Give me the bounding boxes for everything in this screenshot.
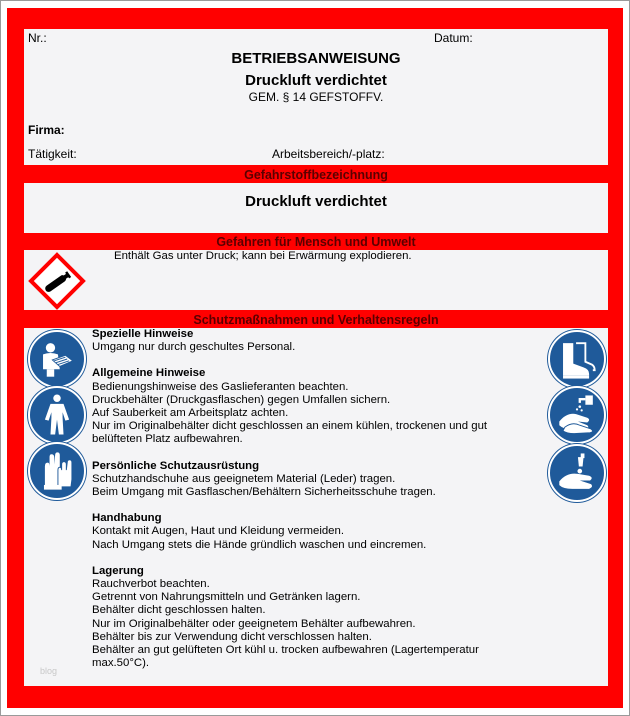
read-instructions-icon [28,330,86,388]
block-heading: Handhabung [92,512,162,525]
section-title-gefahren: Gefahren für Mensch und Umwelt [216,235,416,249]
block-line: Nur im Originalbehälter dicht geschlossen an einem kühlen, trockenen und gut [92,420,488,433]
watermark: blog [40,666,58,676]
section-title-gefahrstoff: Gefahrstoffbezeichnung [244,168,388,182]
block-line: Schutzhandschuhe aus geeignetem Material (Leder) tragen. [92,472,396,485]
block-line: Behälter an gut gelüfteten Ort kühl u. trocken aufbewahren (Lagertemperatur [92,644,479,657]
block-line: Umgang nur durch geschultes Personal. [92,341,296,354]
block-line: Behälter bis zur Verwendung dicht verschlossen halten. [92,630,372,643]
block-heading: Lagerung [92,564,144,577]
regulation-line: GEM. § 14 GEFSTOFFV. [248,90,384,104]
protective-gloves-icon [28,442,86,500]
block-line: Bedienungshinweise des Gaslieferanten beachten. [92,380,349,393]
substance-name: Druckluft verdichtet [245,193,387,210]
block-persoenliche-schutzausruestung [92,460,532,500]
block-line: Auf Sauberkeit am Arbeitsplatz achten. [92,407,289,420]
block-spezielle-hinweise [92,328,532,354]
block-line: Getrennt von Nahrungsmitteln und Getränken lagern. [92,591,361,604]
block-heading: Spezielle Hinweise [92,328,194,340]
gefahren-panel [24,250,608,310]
nr-label: Nr.: [28,31,47,45]
hand-cream-icon [548,444,606,502]
block-line: Kontakt mit Augen, Haut und Kleidung vermeiden. [92,525,345,538]
datum-label: Datum: [434,31,473,45]
header-panel [24,29,608,165]
hazard-statement: Enthält Gas unter Druck; kann bei Erwärmung explodieren. [114,250,412,262]
document-subject: Druckluft verdichtet [245,72,387,89]
schutz-panel [24,328,608,686]
protective-suit-icon [28,386,86,444]
firma-label: Firma: [28,123,65,137]
block-line: Beim Umgang mit Gasflaschen/Behältern Sicherheitsschuhe tragen. [92,486,436,499]
block-line: belüfteten Platz aufbewahren. [92,433,243,446]
block-line: Nur im Originalbehälter oder geeignetem Behälter aufbewahren. [92,617,416,630]
block-handhabung [92,512,532,552]
block-line: Rauchverbot beachten. [92,578,210,591]
block-line: Druckbehälter (Druckgasflaschen) gegen Umfallen sichern. [92,393,391,406]
block-heading: Persönliche Schutzausrüstung [92,459,260,472]
gas-cylinder-ghs04-icon [28,252,86,310]
section-title-schutz: Schutzmaßnahmen und Verhaltensregeln [193,313,439,327]
schutz-text [92,328,532,670]
safety-boots-icon [548,330,606,388]
block-lagerung [92,565,532,671]
block-allgemeine-hinweise [92,367,532,446]
block-line: max.50°C). [92,657,150,670]
arbeitsbereich-label: Arbeitsbereich/-platz: [272,147,385,161]
block-line: Nach Umgang stets die Hände gründlich waschen und eincremen. [92,538,427,551]
block-line: Behälter dicht geschlossen halten. [92,604,266,617]
taetigkeit-label: Tätigkeit: [28,147,77,161]
document-title: BETRIEBSANWEISUNG [231,50,401,67]
block-heading: Allgemeine Hinweise [92,367,206,380]
wash-hands-icon [548,386,606,444]
gefahrstoff-panel [24,183,608,233]
